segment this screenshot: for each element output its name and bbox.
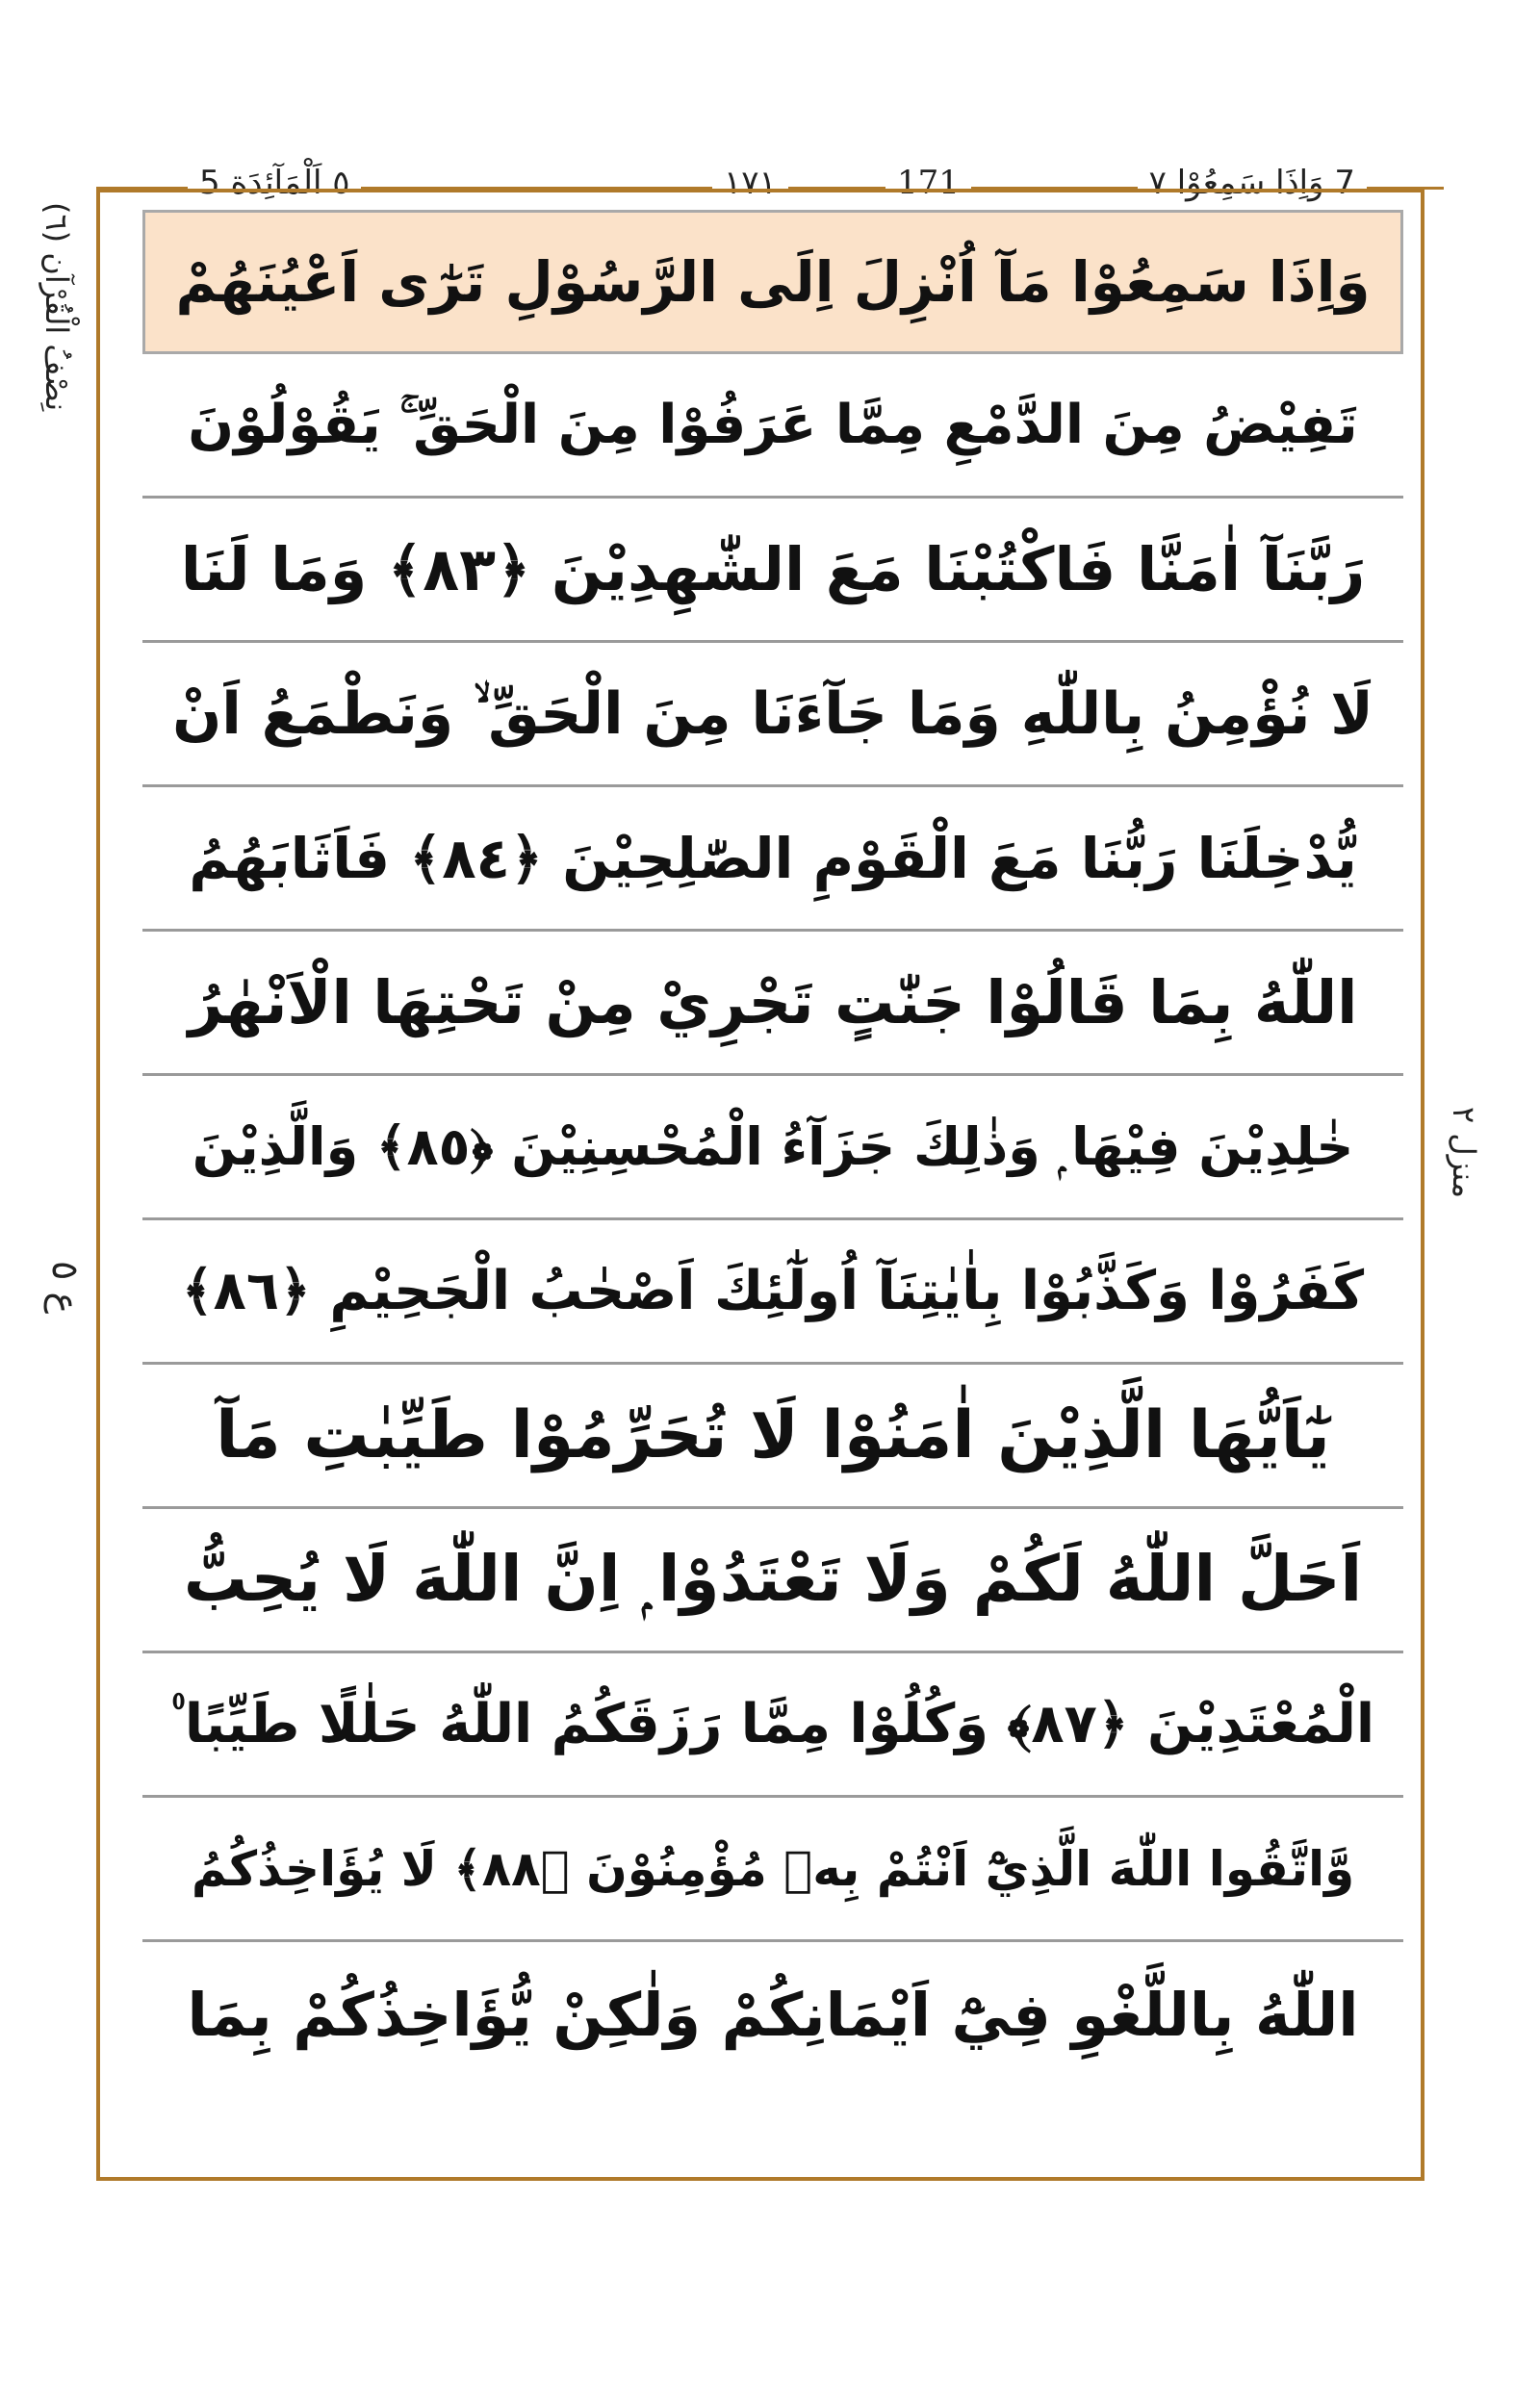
- line-text: لَا نُؤْمِنُ بِاللّٰهِ وَمَا جَآءَنَا مِنَ الْحَقِّ ۙ وَنَطْمَعُ اَنْ: [172, 679, 1373, 748]
- line-text: كَفَرُوْا وَكَذَّبُوْا بِاٰيٰتِنَآ اُولٰٓئِكَ اَصْحٰبُ الْجَحِيْمِ ﴿٨٦﴾: [181, 1260, 1365, 1322]
- line-text: رَبَّنَآ اٰمَنَّا فَاكْتُبْنَا مَعَ الشّٰهِدِيْنَ ﴿٨٣﴾ وَمَا لَنَا: [180, 534, 1366, 604]
- surah-name: ٥ اَلْمَآئِدَة 5: [188, 164, 361, 202]
- text-line: [142, 499, 1403, 643]
- text-line: [142, 1653, 1403, 1798]
- text-line: [142, 1798, 1403, 1942]
- text-line: [142, 1220, 1403, 1365]
- manzil-marker: منزل ٢: [1446, 1107, 1482, 1199]
- margin-note-top: (٦) نِصْفُ الْقُرْآن: [38, 202, 75, 412]
- page-number-arabic: ١٧١: [712, 164, 788, 202]
- text-line: [142, 354, 1403, 499]
- text-line: [142, 932, 1403, 1076]
- line-text: يُّدْخِلَنَا رَبُّنَا مَعَ الْقَوْمِ الصّٰلِحِيْنَ ﴿٨٤﴾ فَاَثَابَهُمُ: [189, 825, 1357, 891]
- line-text: اَحَلَّ اللّٰهُ لَكُمْ وَلَا تَعْتَدُوْا ۭ اِنَّ اللّٰهَ لَا يُحِبُّ: [183, 1542, 1363, 1616]
- text-line: [142, 643, 1403, 787]
- line-text: الْمُعْتَدِيْنَ ﴿٨٧﴾ وَكُلُوْا مِمَّا رَزَقَكُمُ اللّٰهُ حَلٰلًا طَيِّبًا ۠: [170, 1692, 1375, 1755]
- text-line: [142, 1076, 1403, 1220]
- text-area: [142, 210, 1403, 2173]
- line-text: يٰٓاَيُّهَا الَّذِيْنَ اٰمَنُوْا لَا تُحَرِّمُوْا طَيِّبٰتِ مَآ: [216, 1397, 1330, 1473]
- text-line: [142, 1942, 1403, 2087]
- line-text: اللّٰهُ بِاللَّغْوِ فِيْٓ اَيْمَانِكُمْ وَلٰكِنْ يُّؤَاخِذُكُمْ بِمَا: [187, 1979, 1359, 2050]
- line-text: وَاِذَا سَمِعُوْا مَآ اُنْزِلَ اِلَى الرَّسُوْلِ تَرٰٓى اَعْيُنَهُمْ: [175, 249, 1371, 315]
- line-text: تَفِيْضُ مِنَ الدَّمْعِ مِمَّا عَرَفُوْا مِنَ الْحَقِّ ۚ يَقُوْلُوْنَ: [188, 393, 1358, 456]
- text-line: [142, 1509, 1403, 1653]
- line-text: وَّاتَّقُوا اللّٰهَ الَّذِيْٓ اَنْتُمْ بِهٖ مُؤْمِنُوْنَ ﴿٨٨﴾ لَا يُؤَاخِذُكُمُ: [191, 1840, 1355, 1897]
- line-text: اللّٰهُ بِمَا قَالُوْا جَنّٰتٍ تَجْرِيْ مِنْ تَحْتِهَا الْاَنْهٰرُ: [188, 967, 1358, 1037]
- text-line: [142, 1365, 1403, 1509]
- juz-name: 7 وَاِذَا سَمِعُوْا ٧: [1138, 164, 1367, 202]
- page-number: 171: [886, 164, 971, 202]
- line-text: خٰلِدِيْنَ فِيْهَا ۭ وَذٰلِكَ جَزَآءُ الْمُحْسِنِيْنَ ﴿٨٥﴾ وَالَّذِيْنَ: [192, 1115, 1354, 1177]
- text-line: [142, 210, 1403, 354]
- ruku-marker: ع ٥: [44, 1261, 87, 1315]
- text-line: [142, 787, 1403, 932]
